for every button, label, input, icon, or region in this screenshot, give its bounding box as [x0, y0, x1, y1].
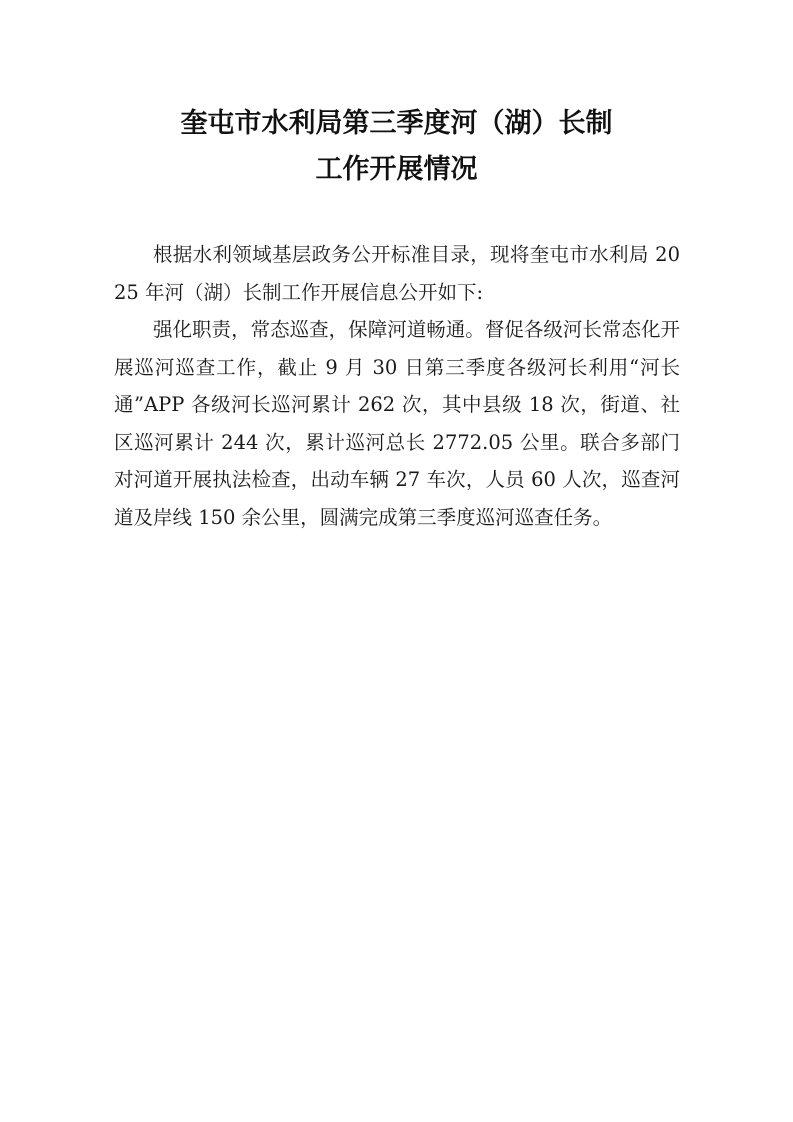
paragraph-intro: 根据水利领域基层政务公开标准目录，现将奎屯市水利局 2025 年河（湖）长制工作开展信息公开如下:	[114, 243, 680, 304]
document-title-line-1: 奎屯市水利局第三季度河（湖）长制	[180, 108, 613, 139]
document-title-line-2: 工作开展情况	[315, 154, 478, 185]
paragraph-patrol-summary: 强化职责，常态巡查，保障河道畅通。督促各级河长常态化开展巡河巡查工作，截止 9 月 30 日第三季度各级河长利用“河长通”APP 各级河长巡河累计 262 次，其中县级 18 次，街道、社区巡河累计 244 次，累计巡河总长 2772.05 公里。联合多部门对河道开展执法检查，出动车辆 27 车次，人员 60 人次，巡查河道及岸线 150 余公里，圆满完成第三季度巡河巡查任务。	[114, 318, 680, 529]
